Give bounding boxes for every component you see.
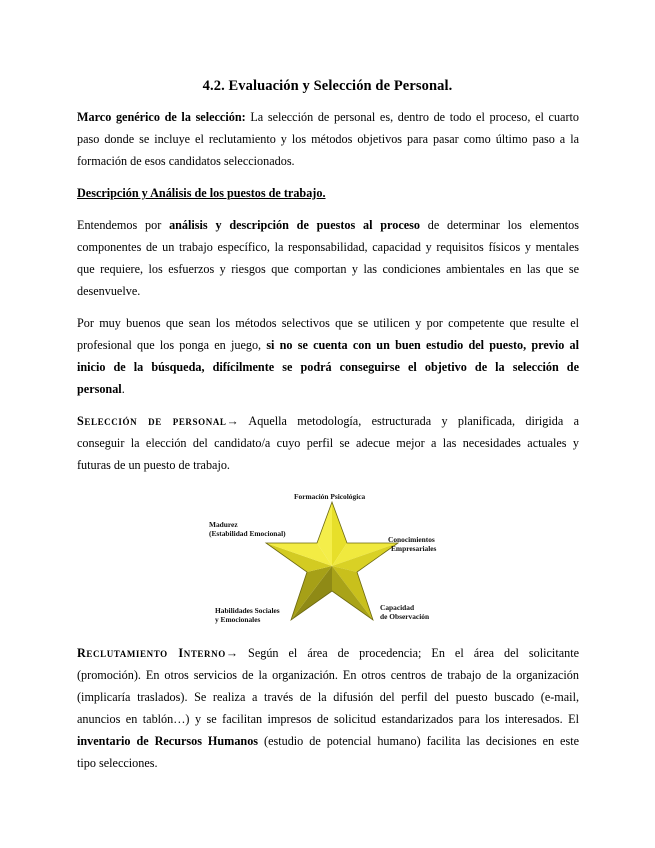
label-madurez: Madurez (Estabilidad Emocional) [209, 520, 286, 538]
marco-line-1: La selección de personal es, dentro de todo el proceso, el cuarto [250, 110, 580, 124]
seleccion-term: Selección de personal [77, 414, 227, 428]
label-conocimientos: Conocimientos Empresariales [388, 535, 437, 553]
reclutamiento-line-6: tipo selecciones. [77, 756, 158, 770]
reclutamiento-term: Reclutamiento Interno [77, 646, 226, 660]
muybuenos-line-3: inicio de la búsqueda, difícilmente se podrá conseguirse el objetivo de la selección de [77, 360, 579, 374]
seleccion-arrow: → [226, 414, 239, 428]
seleccion-line-2: conseguir la elección del candidato/a cuyo perfil se adecue mejor a las necesidades actuales y [77, 436, 579, 450]
entendemos-line-2: componentes de un trabajo específico, la responsabilidad, capacidad y requisitos físicos y mentales [77, 240, 579, 254]
muybuenos-line-4: personal [77, 382, 122, 396]
label-habilidades: Habilidades Sociales y Emocionales [215, 606, 280, 624]
section-title: 4.2. Evaluación y Selección de Personal. [202, 78, 453, 94]
entendemos-bold: análisis y descripción de puestos al proceso [169, 218, 420, 232]
reclutamiento-line-4: anuncios en tablón…) y se facilitan impresos de solicitud estandarizados para los interesados. El [77, 712, 579, 726]
entendemos-line-4: desenvuelve. [77, 284, 141, 298]
reclutamiento-arrow: → [225, 646, 239, 660]
muybuenos-line-1: Por muy buenos que sean los métodos selectivos que se utilicen y por competente que resulte el [77, 316, 579, 330]
seleccion-line-1: Aquella metodología, estructurada y planificada, dirigida a [248, 414, 580, 428]
descripcion-heading: Descripción y Análisis de los puestos de trabajo. [77, 186, 326, 200]
reclutamiento-line-5b: (estudio de potencial humano) facilita las decisiones en este [264, 734, 579, 748]
marco-line-3: formación de esos candidatos seleccionados. [77, 154, 295, 168]
label-capacidad: Capacidad de Observación [380, 603, 430, 621]
entendemos-line-1c: de determinar los elementos [427, 218, 580, 232]
reclutamiento-line-1: Según el área de procedencia; En el área del solicitante [248, 646, 580, 660]
entendemos-line-3: que requiere, los esfuerzos y riesgos que comportan y las condiciones ambientales en las que se [77, 262, 579, 276]
marco-heading: Marco genérico de la selección: [77, 110, 246, 124]
marco-line-2: paso donde se incluye el reclutamiento y los métodos objetivos para pasar como último paso a la [77, 132, 579, 146]
competency-star-figure [196, 488, 456, 634]
reclutamiento-inventario: inventario de Recursos Humanos [77, 734, 259, 748]
label-formacion: Formación Psicológica [294, 492, 366, 501]
muybuenos-line-2b: si no se cuenta con un buen estudio del puesto, previo al [266, 338, 580, 352]
reclutamiento-line-3: (implicaría traslados). Se realiza a través de la difusión del perfil del puesto buscado (e-mail, [77, 690, 579, 704]
entendemos-line-1a: Entendemos por [77, 218, 162, 232]
reclutamiento-line-2: (promoción). En otros servicios de la organización. En otros centros de trabajo de la organización [77, 668, 579, 682]
muybuenos-line-4-end: . [121, 382, 125, 396]
muybuenos-line-2a: profesional que los ponga en juego, [77, 338, 262, 352]
seleccion-line-3: futuras de un puesto de trabajo. [77, 458, 230, 472]
